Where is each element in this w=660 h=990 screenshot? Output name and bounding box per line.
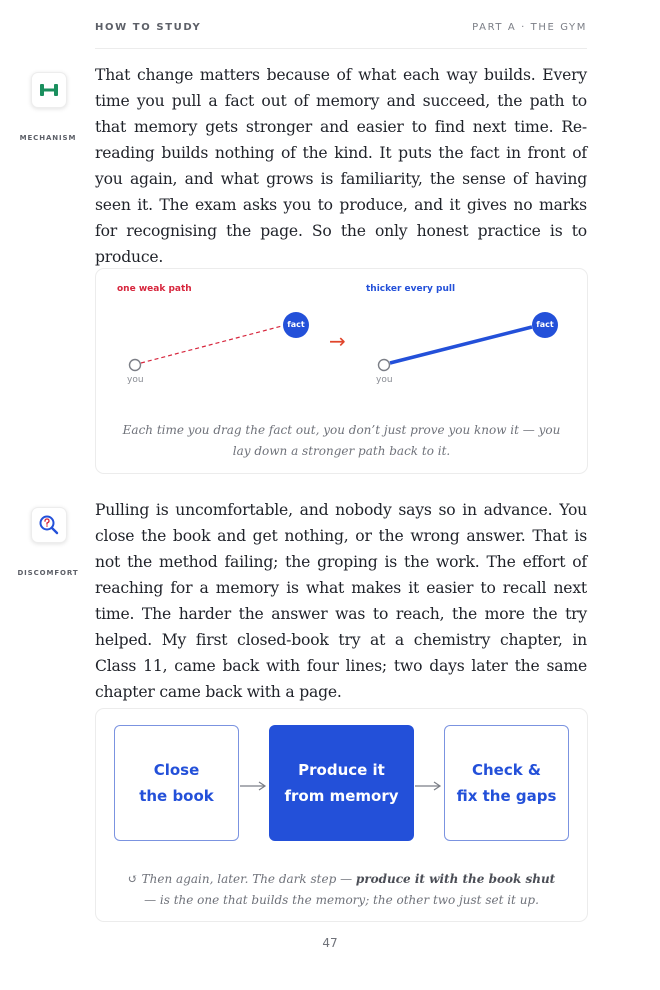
label-weak-path: one weak path [117, 284, 192, 294]
repeat-icon: ↺ [127, 872, 138, 886]
you-node-left [130, 360, 141, 371]
book-title: HOW TO STUDY [95, 22, 202, 33]
figure2-caption: ↺ Then again, later. The dark step — produce it with the book shut — is the one that builds the memory; the other two just set it up. [127, 872, 556, 907]
part-title: PART A · THE GYM [472, 22, 587, 33]
you-label-left: you [127, 375, 144, 385]
figure-path-strength [95, 268, 588, 474]
arrow-right-icon: → [329, 329, 346, 353]
paragraph-discomfort: Pulling is uncomfortable, and nobody says so in advance. You close the book and get nothing, or the wrong answer. That is not the method failing; the groping is the work. The effort of reaching for a memory is what makes it easier to recall next time. The harder the answer was to reach, the more the try helped. My first closed-book try at a chemistry chapter, in Class 11, came back with four lines; two days later the same chapter came back with a page. [95, 501, 587, 701]
you-node-right [379, 360, 390, 371]
label-strong-path: thicker every pull [366, 284, 456, 294]
margin-label-mechanism: MECHANISM [19, 134, 77, 142]
step-check-fix: Check & fix the gaps [444, 725, 569, 841]
you-label-right: you [376, 375, 393, 385]
step-close-book: Close the book [114, 725, 239, 841]
step-arrows [96, 709, 587, 859]
page-number: 47 [322, 936, 338, 950]
strong-path-line [390, 327, 532, 363]
fact-node-right: fact [532, 312, 558, 338]
weak-path-line [141, 326, 282, 363]
step-produce-from-memory: Produce it from memory [269, 725, 414, 841]
magnifier-question-icon [31, 507, 67, 543]
figure-study-cycle [95, 708, 588, 922]
dumbbell-icon [31, 72, 67, 108]
margin-label-discomfort: DISCOMFORT [17, 569, 79, 577]
figure1-caption: Each time you drag the fact out, you don’t just prove you know it — you lay down a stronger path back to it. [122, 423, 561, 458]
caption-emphasis: produce it with the book shut [355, 872, 556, 886]
running-header [95, 20, 587, 49]
paragraph-mechanism: That change matters because of what each way builds. Every time you pull a fact out of memory and succeed, the path to that memory gets stronger and easier to find next time. Re-reading builds nothing of the kind. It puts the fact in front of you again, and what grows is familiarity, the sense of having seen it. The exam asks you to produce, and it gives no marks for recognising the page. So the only honest practice is to produce. [95, 66, 587, 266]
fact-node-left: fact [283, 312, 309, 338]
